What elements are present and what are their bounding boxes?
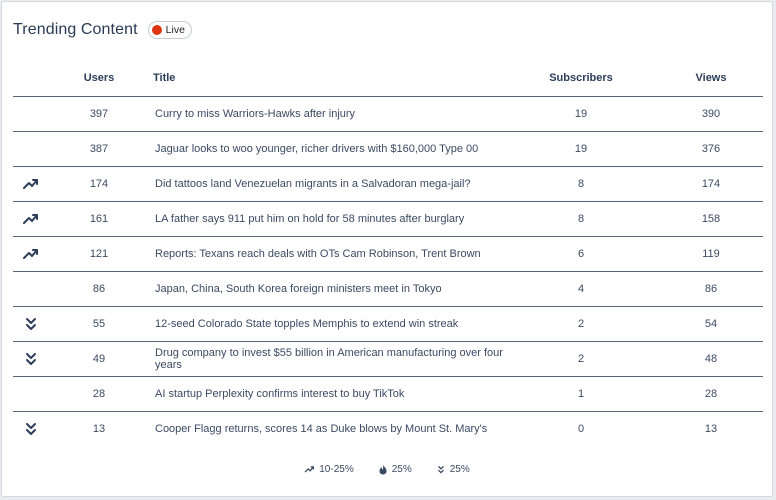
users-cell: 121 xyxy=(49,237,149,272)
users-cell: 174 xyxy=(49,167,149,202)
legend-label: 10-25% xyxy=(319,464,354,475)
title-cell[interactable]: Reports: Texans reach deals with OTs Cam Robinson, Trent Brown xyxy=(149,237,503,272)
chevrons-down-icon xyxy=(23,318,39,330)
trend-cell xyxy=(13,202,49,237)
title-cell[interactable]: Curry to miss Warriors-Hawks after injury xyxy=(149,97,503,132)
trend-cell xyxy=(13,167,49,202)
users-cell: 28 xyxy=(49,377,149,412)
views-cell: 28 xyxy=(659,377,763,412)
users-cell: 13 xyxy=(92,423,106,435)
legend-label: 25% xyxy=(449,464,470,475)
table-row[interactable] xyxy=(13,307,763,342)
views-cell: 174 xyxy=(659,167,763,202)
trend-cell xyxy=(13,307,49,342)
card-title: Trending Content xyxy=(13,21,138,38)
users-cell: 55 xyxy=(49,307,149,342)
subscribers-cell: 4 xyxy=(503,272,659,307)
header-users[interactable]: Users xyxy=(49,59,149,97)
views-cell: 13 xyxy=(704,423,718,435)
table-row[interactable] xyxy=(13,342,763,377)
views-cell: 86 xyxy=(659,272,763,307)
subscribers-cell: 1 xyxy=(503,377,659,412)
live-badge xyxy=(148,21,192,39)
subscribers-cell: 6 xyxy=(503,237,659,272)
flame-icon xyxy=(378,464,392,475)
title-cell[interactable]: Drug company to invest $55 billion in American manufacturing over four years xyxy=(149,342,503,377)
users-cell: 161 xyxy=(49,202,149,237)
users-cell: 86 xyxy=(49,272,149,307)
legend-item xyxy=(436,464,470,475)
table-row[interactable] xyxy=(13,237,763,272)
title-cell[interactable]: LA father says 911 put him on hold for 58 minutes after burglary xyxy=(149,202,503,237)
trending-up-icon xyxy=(23,178,39,190)
views-cell: 376 xyxy=(659,132,763,167)
title-cell[interactable]: AI startup Perplexity confirms interest to buy TikTok xyxy=(149,377,503,412)
title-cell[interactable]: Did tattoos land Venezuelan migrants in a Salvadoran mega-jail? xyxy=(149,167,503,202)
trend-cell xyxy=(13,272,49,307)
views-cell: 119 xyxy=(659,237,763,272)
header-title[interactable]: Title xyxy=(149,59,503,97)
header-subscribers[interactable]: Subscribers xyxy=(503,59,659,97)
live-label: Live xyxy=(165,24,185,36)
table-row[interactable] xyxy=(13,377,763,412)
chevrons-down-icon xyxy=(436,465,450,474)
users-cell: 387 xyxy=(49,132,149,167)
legend-item xyxy=(304,464,353,475)
trending-content-card xyxy=(1,1,773,497)
views-cell: 390 xyxy=(659,97,763,132)
header-trend xyxy=(13,59,49,97)
table-header-row xyxy=(13,59,763,97)
subscribers-cell: 8 xyxy=(503,167,659,202)
trending-up-icon xyxy=(23,213,39,225)
trend-cell xyxy=(13,342,49,377)
table-row[interactable] xyxy=(13,97,763,132)
trend-cell xyxy=(13,97,49,132)
trend-cell xyxy=(13,132,49,167)
subscribers-cell: 0 xyxy=(577,423,585,435)
users-cell: 49 xyxy=(49,342,149,377)
table-row[interactable] xyxy=(13,202,763,237)
subscribers-cell: 19 xyxy=(503,132,659,167)
table-row[interactable] xyxy=(13,167,763,202)
trending-table xyxy=(13,59,763,446)
title-cell[interactable]: Jaguar looks to woo younger, richer drivers with $160,000 Type 00 xyxy=(149,132,503,167)
subscribers-cell: 2 xyxy=(503,307,659,342)
title-cell[interactable]: Japan, China, South Korea foreign ministers meet in Tokyo xyxy=(149,272,503,307)
legend-label: 25% xyxy=(391,464,412,475)
trend-cell xyxy=(13,377,49,412)
table-row[interactable] xyxy=(13,412,763,447)
chevrons-down-icon xyxy=(23,353,39,365)
trend-cell xyxy=(13,237,49,272)
live-dot-icon xyxy=(152,25,162,35)
views-cell: 158 xyxy=(659,202,763,237)
users-cell: 397 xyxy=(49,97,149,132)
title-cell[interactable]: 12-seed Colorado State topples Memphis to extend win streak xyxy=(149,307,503,342)
card-header xyxy=(13,21,192,39)
legend xyxy=(2,464,772,475)
table-row[interactable] xyxy=(13,132,763,167)
header-views[interactable]: Views xyxy=(659,59,763,97)
trend-cell xyxy=(13,412,49,447)
trending-up-icon xyxy=(304,465,319,474)
subscribers-cell: 8 xyxy=(503,202,659,237)
chevrons-down-icon xyxy=(23,423,39,435)
trending-up-icon xyxy=(23,248,39,260)
views-cell: 54 xyxy=(659,307,763,342)
table-body xyxy=(13,97,763,447)
table-row[interactable] xyxy=(13,272,763,307)
subscribers-cell: 2 xyxy=(503,342,659,377)
title-cell[interactable]: Cooper Flagg returns, scores 14 as Duke blows by Mount St. Mary's xyxy=(155,423,488,435)
subscribers-cell: 19 xyxy=(503,97,659,132)
legend-item xyxy=(378,464,412,475)
views-cell: 48 xyxy=(659,342,763,377)
